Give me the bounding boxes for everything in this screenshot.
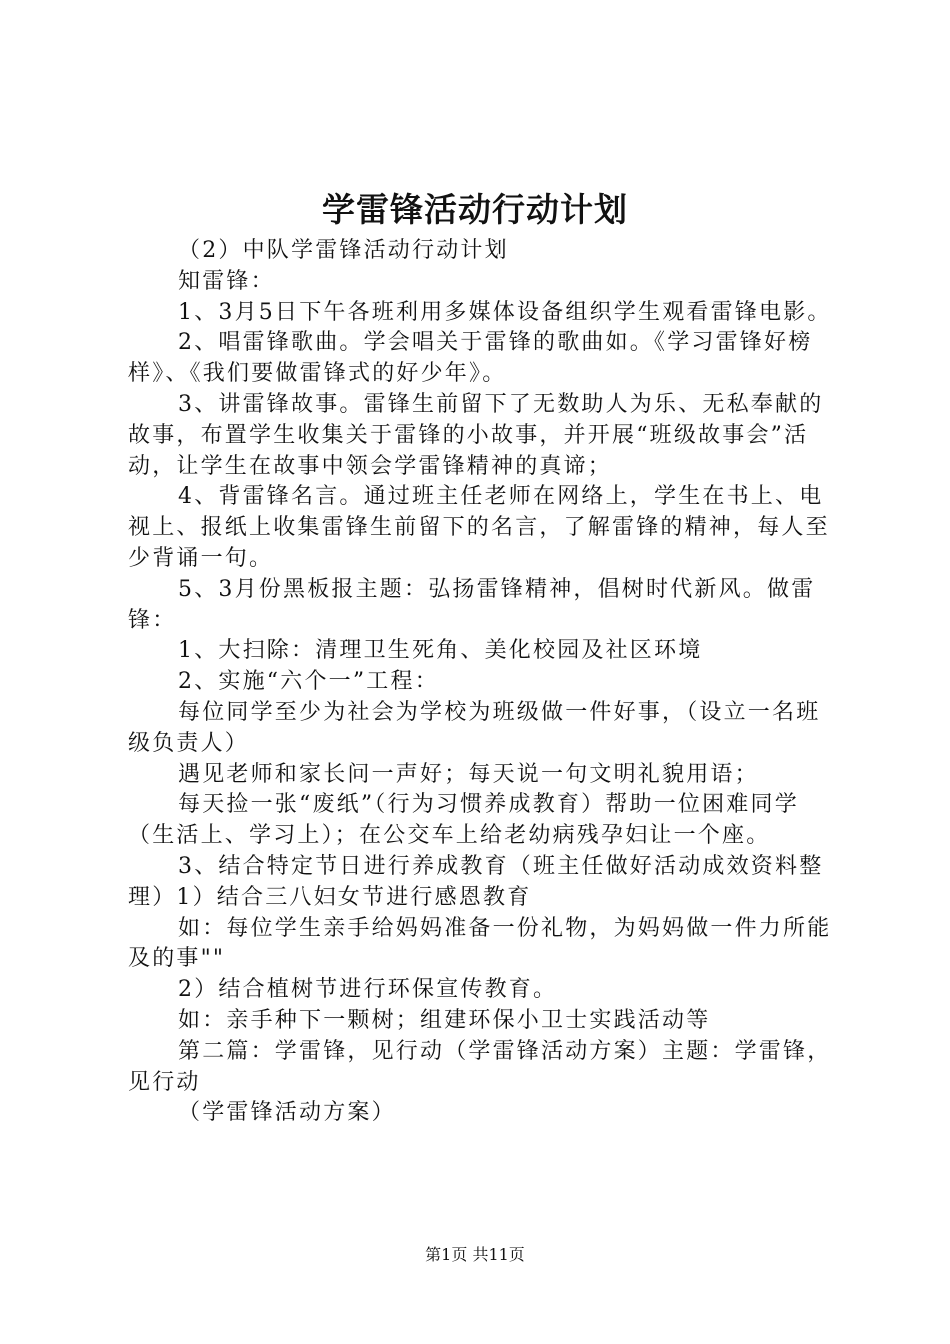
page-footer: 第1页 共11页 (425, 1245, 525, 1264)
paragraph: 第二篇：学雷锋，见行动（学雷锋活动方案）主题：学雷锋，见行动 (128, 1038, 832, 1095)
paragraph: （学雷锋活动方案） (178, 1100, 396, 1126)
paragraph: 3、讲雷锋故事。雷锋生前留下了无数助人为乐、无私奉献的故事，布置学生收集关于雷锋的小故事，并开展“班级故事会”活动，让学生在故事中领会学雷锋精神的真谛； (128, 391, 824, 479)
paragraph: 1、大扫除：清理卫生死角、美化校园及社区环境 (178, 638, 703, 664)
document-title: 学雷锋活动行动计划 (322, 190, 628, 229)
paragraph: 2、实施“六个一”工程： (178, 669, 439, 695)
paragraph: 每位同学至少为社会为学校为班级做一件好事，（设立一名班级负责人） (128, 699, 821, 756)
paragraph: 如：亲手种下一颗树；组建环保小卫士实践活动等 (178, 1007, 711, 1033)
paragraph: 5、3月份黑板报主题：弘扬雷锋精神，倡树时代新风。做雷锋： (128, 576, 816, 633)
paragraph: 2、唱雷锋歌曲。学会唱关于雷锋的歌曲如。《学习雷锋好榜样》、《我们要做雷锋式的好少年》。 (128, 330, 813, 387)
paragraph: 遇见老师和家长问一声好；每天说一句文明礼貌用语； (178, 761, 759, 787)
paragraph: 每天捡一张“废纸”（行为习惯养成教育）帮助一位困难同学（生活上、学习上）；在公交车上给老幼病残孕妇让一个座。 (128, 792, 799, 849)
paragraph: 如：每位学生亲手给妈妈准备一份礼物，为妈妈做一件力所能及的事"" (128, 915, 832, 972)
paragraph: （2）中队学雷锋活动行动计划 (178, 238, 509, 263)
paragraph: 知雷锋： (178, 268, 275, 294)
document-body (128, 236, 834, 1129)
paragraph: 2）结合植树节进行环保宣传教育。 (178, 977, 558, 1003)
paragraph: 1、3月5日下午各班利用多媒体设备组织学生观看雷锋电影。 (178, 299, 832, 325)
paragraph: 3、结合特定节日进行养成教育（班主任做好活动成效资料整理）1）结合三八妇女节进行感恩教育 (128, 853, 824, 910)
paragraph: 4、背雷锋名言。通过班主任老师在网络上，学生在书上、电视上、报纸上收集雷锋生前留下的名言，了解雷锋的精神，每人至少背诵一句。 (128, 484, 830, 571)
